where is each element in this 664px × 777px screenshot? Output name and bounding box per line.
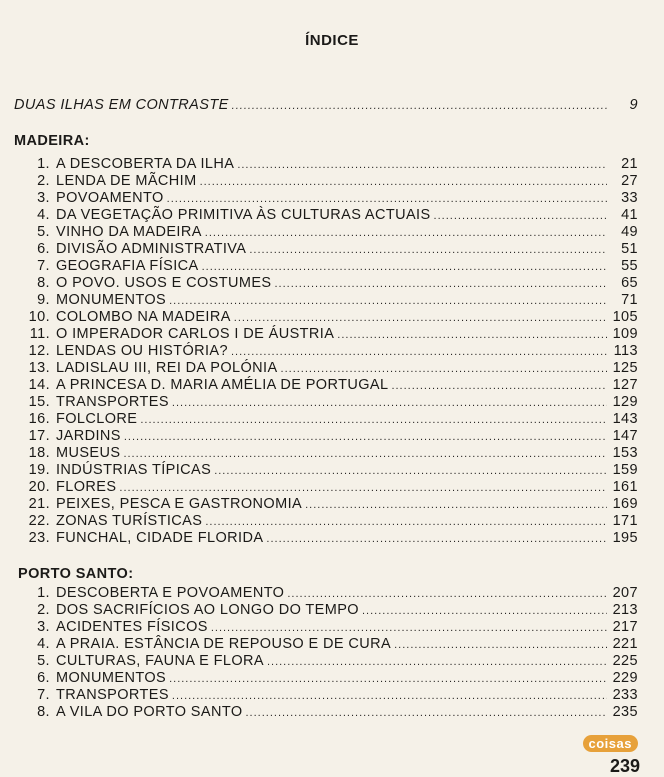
entry-page: 169 bbox=[612, 496, 638, 512]
entry-number: 15. bbox=[28, 394, 50, 410]
toc-row bbox=[14, 602, 638, 619]
toc-row bbox=[14, 653, 638, 670]
dot-leader bbox=[202, 259, 607, 276]
entry-title: GEOGRAFIA FÍSICA bbox=[56, 258, 199, 274]
entry-title: FUNCHAL, CIDADE FLORIDA bbox=[56, 530, 264, 546]
entry-number: 19. bbox=[28, 462, 50, 478]
dot-leader bbox=[123, 446, 607, 463]
entry-number: 14. bbox=[28, 377, 50, 393]
dot-leader bbox=[169, 671, 607, 688]
entry-title: LENDA DE MÃCHIM bbox=[56, 173, 197, 189]
dot-leader bbox=[274, 276, 607, 293]
dot-leader bbox=[167, 191, 607, 208]
dot-leader bbox=[266, 531, 607, 548]
entry-number: 16. bbox=[28, 411, 50, 427]
entry-page: 71 bbox=[621, 292, 638, 308]
entry-title: JARDINS bbox=[56, 428, 121, 444]
entry-page: 129 bbox=[612, 394, 638, 410]
toc-row bbox=[14, 207, 638, 224]
toc-row bbox=[14, 687, 638, 704]
entry-number: 4. bbox=[37, 636, 50, 652]
entry-number: 23. bbox=[28, 530, 50, 546]
entry-page: 51 bbox=[621, 241, 638, 257]
toc-row bbox=[14, 241, 638, 258]
entry-page: 233 bbox=[612, 687, 638, 703]
porto-santo-list bbox=[14, 585, 638, 721]
entry-page: 143 bbox=[612, 411, 638, 427]
entry-title: INDÚSTRIAS TÍPICAS bbox=[56, 462, 212, 478]
entry-number: 3. bbox=[37, 619, 50, 635]
entry-title: LADISLAU III, REI DA POLÓNIA bbox=[56, 360, 278, 376]
toc-row bbox=[14, 394, 638, 411]
entry-number: 5. bbox=[37, 653, 50, 669]
toc-row bbox=[14, 224, 638, 241]
entry-title: LENDAS OU HISTÓRIA? bbox=[56, 343, 228, 359]
toc-row bbox=[14, 343, 638, 360]
entry-number: 21. bbox=[28, 496, 50, 512]
entry-number: 6. bbox=[37, 241, 50, 257]
entry-page: 113 bbox=[613, 343, 638, 359]
corner-page-number: 239 bbox=[609, 756, 640, 776]
entry-title: ACIDENTES FÍSICOS bbox=[56, 619, 208, 635]
dot-leader bbox=[234, 310, 607, 327]
entry-number: 11. bbox=[29, 326, 50, 342]
entry-title: COLOMBO NA MADEIRA bbox=[56, 309, 231, 325]
toc-row bbox=[14, 411, 638, 428]
entry-title: A PRINCESA D. MARIA AMÉLIA DE PORTUGAL bbox=[56, 377, 389, 393]
toc-row bbox=[14, 326, 638, 343]
entry-page: 225 bbox=[612, 653, 638, 669]
entry-title: TRANSPORTES bbox=[56, 687, 169, 703]
toc-row bbox=[14, 619, 638, 636]
toc-row bbox=[14, 530, 638, 547]
dot-leader bbox=[172, 395, 607, 412]
toc-row bbox=[14, 462, 638, 479]
entry-page: 161 bbox=[612, 479, 638, 495]
entry-page: 147 bbox=[612, 428, 638, 444]
entry-title: POVOAMENTO bbox=[56, 190, 164, 206]
entry-number: 17. bbox=[28, 428, 50, 444]
porto-santo-heading: PORTO SANTO: bbox=[18, 566, 134, 582]
entry-number: 13. bbox=[28, 360, 50, 376]
dot-leader bbox=[200, 174, 607, 191]
toc-row bbox=[14, 377, 638, 394]
toc-row bbox=[14, 585, 638, 602]
dot-leader bbox=[231, 344, 607, 361]
dot-leader bbox=[205, 514, 607, 531]
toc-row bbox=[14, 479, 638, 496]
dot-leader bbox=[232, 98, 607, 115]
dot-leader bbox=[237, 157, 607, 174]
entry-title: O IMPERADOR CARLOS I DE ÁUSTRIA bbox=[56, 326, 335, 342]
entry-number: 18. bbox=[28, 445, 50, 461]
page-title: ÍNDICE bbox=[305, 32, 359, 49]
entry-number: 2. bbox=[37, 602, 50, 618]
watermark-stamp: coisas bbox=[583, 735, 638, 752]
entry-page: 153 bbox=[612, 445, 638, 461]
toc-row bbox=[14, 428, 638, 445]
dot-leader bbox=[169, 293, 607, 310]
dot-leader bbox=[124, 429, 607, 446]
dot-leader bbox=[337, 327, 607, 344]
toc-row bbox=[14, 190, 638, 207]
entry-number: 8. bbox=[37, 275, 50, 291]
dot-leader bbox=[246, 705, 608, 722]
entry-page: 105 bbox=[612, 309, 638, 325]
entry-page: 159 bbox=[612, 462, 638, 478]
dot-leader bbox=[362, 603, 607, 620]
entry-number: 9. bbox=[37, 292, 50, 308]
toc-row bbox=[14, 513, 638, 530]
entry-page: 65 bbox=[621, 275, 638, 291]
entry-title: PEIXES, PESCA E GASTRONOMIA bbox=[56, 496, 303, 512]
entry-title: MUSEUS bbox=[56, 445, 121, 461]
entry-title: A VILA DO PORTO SANTO bbox=[56, 704, 243, 720]
entry-title: MONUMENTOS bbox=[56, 670, 167, 686]
entry-title: DIVISÃO ADMINISTRATIVA bbox=[56, 241, 247, 257]
entry-page: 109 bbox=[612, 326, 638, 342]
entry-page: 207 bbox=[612, 585, 638, 601]
entry-title: A PRAIA. ESTÂNCIA DE REPOUSO E DE CURA bbox=[56, 636, 392, 652]
intro-label: DUAS ILHAS EM CONTRASTE bbox=[14, 97, 229, 113]
madeira-heading: MADEIRA: bbox=[14, 133, 90, 149]
entry-page: 55 bbox=[621, 258, 638, 274]
entry-title: FLORES bbox=[56, 479, 117, 495]
intro-entry bbox=[14, 97, 638, 114]
entry-page: 33 bbox=[621, 190, 638, 206]
toc-row bbox=[14, 670, 638, 687]
entry-title: DESCOBERTA E POVOAMENTO bbox=[56, 585, 285, 601]
intro-page: 9 bbox=[629, 97, 638, 113]
entry-page: 127 bbox=[612, 377, 638, 393]
entry-number: 7. bbox=[37, 687, 50, 703]
dot-leader bbox=[172, 688, 607, 705]
entry-number: 2. bbox=[37, 173, 50, 189]
dot-leader bbox=[305, 497, 607, 514]
entry-number: 1. bbox=[37, 585, 50, 601]
entry-number: 4. bbox=[37, 207, 50, 223]
madeira-list bbox=[14, 156, 638, 547]
entry-title: CULTURAS, FAUNA E FLORA bbox=[56, 653, 264, 669]
entry-number: 12. bbox=[28, 343, 50, 359]
entry-number: 3. bbox=[37, 190, 50, 206]
entry-title: O POVO. USOS E COSTUMES bbox=[56, 275, 272, 291]
entry-page: 235 bbox=[612, 704, 638, 720]
entry-page: 125 bbox=[612, 360, 638, 376]
dot-leader bbox=[281, 361, 607, 378]
entry-number: 5. bbox=[37, 224, 50, 240]
dot-leader bbox=[391, 378, 607, 395]
dot-leader bbox=[140, 412, 607, 429]
dot-leader bbox=[434, 208, 607, 225]
entry-number: 1. bbox=[37, 156, 50, 172]
dot-leader bbox=[211, 620, 607, 637]
toc-row bbox=[14, 292, 638, 309]
dot-leader bbox=[214, 463, 607, 480]
entry-title: FOLCLORE bbox=[56, 411, 138, 427]
toc-row bbox=[14, 275, 638, 292]
toc-row bbox=[14, 496, 638, 513]
toc-row bbox=[14, 258, 638, 275]
entry-page: 213 bbox=[612, 602, 638, 618]
entry-page: 21 bbox=[621, 156, 638, 172]
dot-leader bbox=[249, 242, 607, 259]
entry-number: 7. bbox=[37, 258, 50, 274]
entry-number: 10. bbox=[28, 309, 50, 325]
entry-title: MONUMENTOS bbox=[56, 292, 167, 308]
entry-title: TRANSPORTES bbox=[56, 394, 169, 410]
toc-row bbox=[14, 173, 638, 190]
toc-row bbox=[14, 636, 638, 653]
entry-title: VINHO DA MADEIRA bbox=[56, 224, 202, 240]
toc-row bbox=[14, 360, 638, 377]
entry-page: 217 bbox=[612, 619, 638, 635]
entry-title: DOS SACRIFÍCIOS AO LONGO DO TEMPO bbox=[56, 602, 359, 618]
entry-page: 27 bbox=[621, 173, 638, 189]
entry-number: 22. bbox=[28, 513, 50, 529]
toc-row bbox=[14, 445, 638, 462]
dot-leader bbox=[119, 480, 607, 497]
toc-row bbox=[14, 309, 638, 326]
entry-page: 195 bbox=[612, 530, 638, 546]
entry-page: 229 bbox=[612, 670, 638, 686]
entry-title: A DESCOBERTA DA ILHA bbox=[56, 156, 235, 172]
entry-page: 49 bbox=[621, 224, 638, 240]
entry-title: ZONAS TURÍSTICAS bbox=[56, 513, 203, 529]
entry-title: DA VEGETAÇÃO PRIMITIVA ÀS CULTURAS ACTUAIS bbox=[56, 207, 431, 223]
toc-row bbox=[14, 156, 638, 173]
toc-row bbox=[14, 704, 638, 721]
dot-leader bbox=[267, 654, 607, 671]
entry-page: 221 bbox=[612, 636, 638, 652]
entry-page: 41 bbox=[621, 207, 638, 223]
entry-number: 20. bbox=[28, 479, 50, 495]
dot-leader bbox=[205, 225, 607, 242]
entry-number: 6. bbox=[37, 670, 50, 686]
dot-leader bbox=[394, 637, 607, 654]
entry-page: 171 bbox=[612, 513, 638, 529]
dot-leader bbox=[287, 586, 607, 603]
entry-number: 8. bbox=[37, 704, 50, 720]
